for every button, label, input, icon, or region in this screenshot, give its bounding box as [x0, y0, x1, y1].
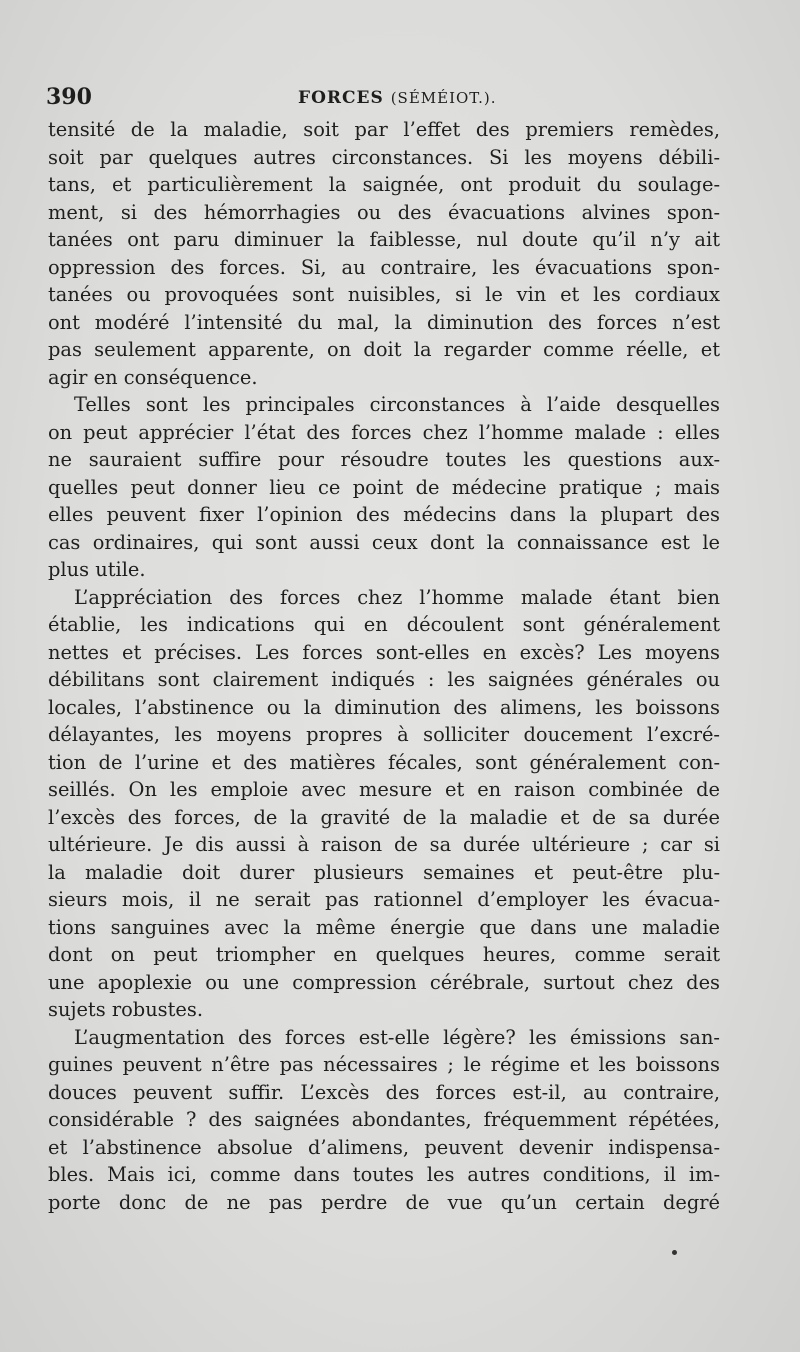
- paragraph-1: [48, 116, 720, 391]
- text-line: l’excès des forces, de la gravité de la maladie et de sa durée: [48, 805, 720, 829]
- running-head: [298, 88, 497, 108]
- text-line: tanées ou provoquées sont nuisibles, si le vin et les cordiaux: [48, 283, 720, 306]
- text-line: L’appréciation des forces chez l’homme malade étant bien: [74, 585, 720, 609]
- page-number: 390: [46, 84, 92, 110]
- text-line: pas seulement apparente, on doit la regarder comme réelle, et: [48, 338, 720, 361]
- text-line: guines peuvent n’être pas nécessaires ; le régime et les boissons: [48, 1053, 720, 1076]
- text-line: sujets robustes.: [48, 998, 204, 1021]
- text-line: dont on peut triompher en quelques heures, comme serait: [48, 943, 720, 966]
- text-line: plus utile.: [48, 558, 146, 581]
- text-line: porte donc de ne pas perdre de vue qu’un certain degré: [48, 1190, 720, 1214]
- text-line: L’augmentation des forces est-elle légère? les émissions san-: [74, 1025, 720, 1049]
- text-line: ultérieure. Je dis aussi à raison de sa durée ultérieure ; car si: [48, 833, 720, 856]
- text-line: délayantes, les moyens propres à solliciter doucement l’excré-: [48, 723, 720, 746]
- text-line: tans, et particulièrement la saignée, ont produit du soulage-: [48, 173, 720, 196]
- text-line: Telles sont les principales circonstances à l’aide desquelles: [74, 393, 720, 416]
- text-line: sieurs mois, il ne serait pas rationnel d’employer les évacua-: [48, 888, 720, 911]
- text-line: et l’abstinence absolue d’alimens, peuvent devenir indispensa-: [48, 1135, 720, 1159]
- text-line: douces peuvent suffir. L’excès des forces est-il, au contraire,: [48, 1080, 720, 1104]
- ink-speck: [672, 1250, 677, 1255]
- text-line: débilitans sont clairement indiqués : les saignées générales ou: [48, 668, 720, 691]
- page-header: [46, 84, 726, 112]
- running-head-title: FORCES: [298, 88, 384, 108]
- text-line: elles peuvent fixer l’opinion des médecins dans la plupart des: [48, 503, 720, 526]
- text-line: ment, si des hémorrhagies ou des évacuations alvines spon-: [48, 200, 720, 224]
- text-line: cas ordinaires, qui sont aussi ceux dont la connaissance est le: [48, 530, 720, 554]
- text-line: nettes et précises. Les forces sont-elles en excès? Les moyens: [48, 640, 720, 664]
- text-line: établie, les indications qui en découlent sont généralement: [48, 613, 720, 636]
- body-text: [48, 116, 720, 1216]
- text-line: agir en conséquence.: [48, 365, 258, 389]
- text-line: locales, l’abstinence ou la diminution des alimens, les boissons: [48, 695, 720, 719]
- paragraph-4: [48, 1024, 720, 1217]
- text-line: ont modéré l’intensité du mal, la diminution des forces n’est: [48, 310, 720, 334]
- text-line: une apoplexie ou une compression cérébrale, surtout chez des: [48, 970, 720, 994]
- text-line: oppression des forces. Si, au contraire, les évacuations spon-: [48, 255, 720, 279]
- text-line: considérable ? des saignées abondantes, fréquemment répétées,: [48, 1108, 720, 1131]
- text-line: on peut apprécier l’état des forces chez l’homme malade : elles: [48, 420, 720, 444]
- text-line: tion de l’urine et des matières fécales, sont généralement con-: [48, 750, 720, 774]
- text-line: tanées ont paru diminuer la faiblesse, nul doute qu’il n’y ait: [48, 228, 720, 251]
- text-line: la maladie doit durer plusieurs semaines et peut-être plu-: [48, 860, 720, 884]
- text-line: ne sauraient suffire pour résoudre toutes les questions aux-: [48, 448, 720, 471]
- text-line: soit par quelques autres circonstances. Si les moyens débili-: [48, 145, 720, 169]
- running-head-subtitle: (SÉMÉIOT.).: [390, 89, 497, 107]
- paragraph-2: [48, 391, 720, 584]
- text-line: tensité de la maladie, soit par l’effet des premiers remèdes,: [48, 118, 720, 141]
- text-line: bles. Mais ici, comme dans toutes les autres conditions, il im-: [48, 1163, 720, 1186]
- text-line: tions sanguines avec la même énergie que dans une maladie: [48, 915, 720, 939]
- paragraph-3: [48, 584, 720, 1024]
- text-line: quelles peut donner lieu ce point de médecine pratique ; mais: [48, 475, 720, 499]
- text-line: seillés. On les emploie avec mesure et en raison combinée de: [48, 778, 720, 801]
